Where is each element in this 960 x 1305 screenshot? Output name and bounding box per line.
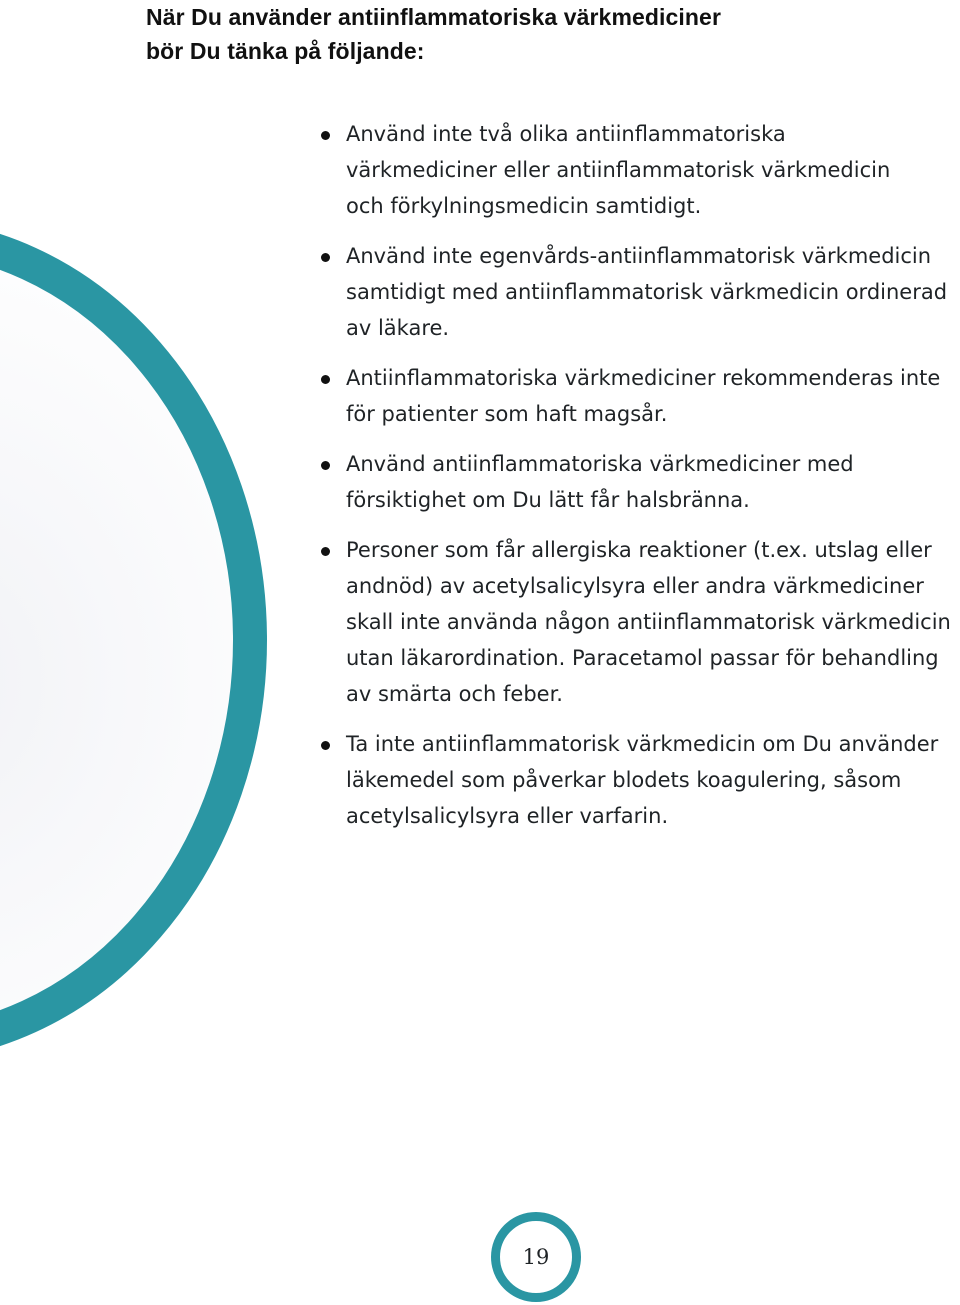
page-heading bbox=[146, 0, 721, 68]
list-item-line: Ta inte antiinflammatorisk värkmedicin om Du använder bbox=[346, 732, 939, 756]
bullet-icon bbox=[321, 375, 330, 384]
list-item-line: andnöd) av acetylsalicylsyra eller andra värkmediciner bbox=[346, 574, 924, 598]
list-item-line: Antiinflammatoriska värkmediciner rekommenderas inte bbox=[346, 366, 941, 390]
page-heading-line-2: bör Du tänka på följande: bbox=[146, 38, 425, 64]
list-item-line: Personer som får allergiska reaktioner (t.ex. utslag eller bbox=[346, 538, 932, 562]
list-item bbox=[346, 360, 960, 432]
list-item-line: och förkylningsmedicin samtidigt. bbox=[346, 194, 702, 218]
page-heading-line-1: När Du använder antiinflammatoriska värkmediciner bbox=[146, 4, 722, 30]
list-item-line: värkmediciner eller antiinflammatorisk värkmedicin bbox=[346, 158, 891, 182]
list-item-line: försiktighet om Du lätt får halsbränna. bbox=[346, 488, 750, 512]
decorative-ring-fill bbox=[0, 235, 250, 1045]
list-item-line: för patienter som haft magsår. bbox=[346, 402, 668, 426]
page-number-badge bbox=[491, 1212, 581, 1302]
list-item-line: läkemedel som påverkar blodets koagulering, såsom bbox=[346, 768, 902, 792]
bullet-icon bbox=[321, 547, 330, 556]
list-item bbox=[346, 532, 960, 712]
decorative-ring-stroke bbox=[0, 235, 250, 1045]
bullet-icon bbox=[321, 741, 330, 750]
list-item bbox=[346, 726, 960, 834]
list-item-line: Använd inte två olika antiinflammatoriska bbox=[346, 122, 786, 146]
advice-list bbox=[346, 116, 960, 848]
list-item bbox=[346, 116, 960, 224]
bullet-icon bbox=[321, 131, 330, 140]
list-item-line: Använd inte egenvårds-antiinflammatorisk värkmedicin bbox=[346, 244, 932, 268]
list-item-line: acetylsalicylsyra eller varfarin. bbox=[346, 804, 669, 828]
list-item bbox=[346, 238, 960, 346]
bullet-icon bbox=[321, 461, 330, 470]
list-item-line: skall inte använda någon antiinflammatorisk värkmedicin bbox=[346, 610, 951, 634]
list-item-line: av smärta och feber. bbox=[346, 682, 563, 706]
decorative-ring bbox=[0, 215, 270, 1065]
list-item-line: av läkare. bbox=[346, 316, 450, 340]
list-item-line: utan läkarordination. Paracetamol passar för behandling bbox=[346, 646, 939, 670]
list-item-line: Använd antiinflammatoriska värkmediciner med bbox=[346, 452, 854, 476]
list-item-line: samtidigt med antiinflammatorisk värkmedicin ordinerad bbox=[346, 280, 948, 304]
page-number: 19 bbox=[522, 1245, 550, 1269]
list-item bbox=[346, 446, 960, 518]
bullet-icon bbox=[321, 253, 330, 262]
